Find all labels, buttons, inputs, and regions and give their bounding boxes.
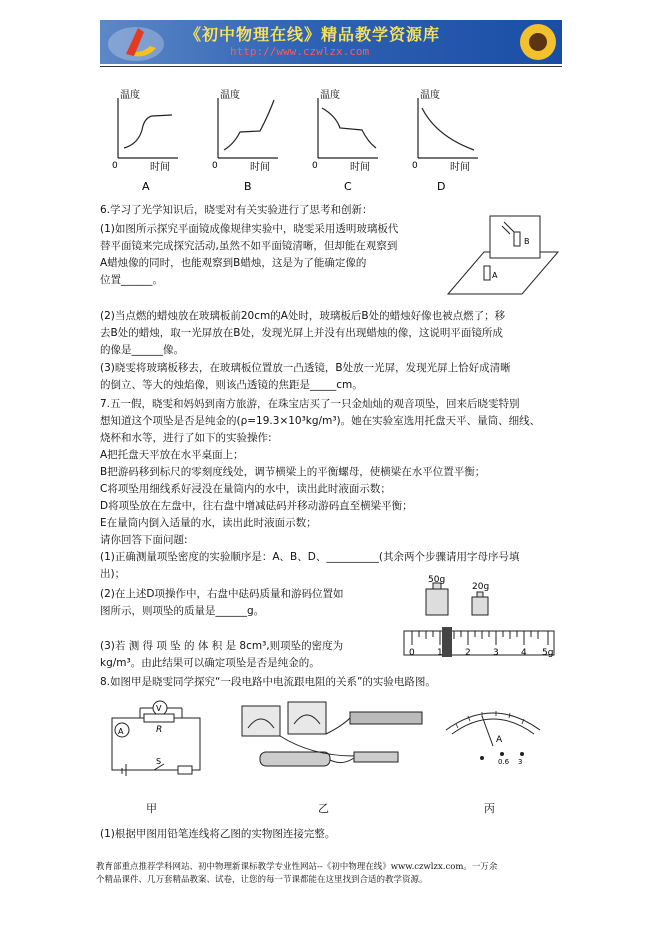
- apparatus-figure: [232, 696, 432, 784]
- rider-slider: [442, 627, 452, 657]
- ruler-label-1: 1: [437, 648, 443, 658]
- q6-p1-line2: 替平面镜来完成探究活动,虽然不如平面镜清晰，但却能在观察到: [100, 240, 398, 252]
- graph-label-b: B: [244, 180, 252, 193]
- mirror-experiment-figure: [444, 212, 562, 298]
- weight-20g-label: 20g: [472, 582, 490, 592]
- graph-c-xlabel: 时间: [350, 162, 370, 173]
- voltmeter-label: V: [156, 704, 162, 713]
- graph-d-ylabel: 温度: [420, 90, 440, 101]
- ruler-label-5g: 5g: [542, 648, 554, 658]
- q7-step-e: E在量筒内倒入适量的水，读出此时液面示数；: [100, 517, 317, 529]
- q7-q2-line2: 图所示，则项坠的质量是______g。: [100, 605, 265, 617]
- ammeter-dial-figure: [438, 700, 548, 784]
- q7-prompt: 请你回答下面问题:: [100, 534, 188, 546]
- q7-q1-line2: 出)；: [100, 568, 126, 580]
- temperature-graphs: [100, 86, 480, 196]
- footer-line1: 教育部重点推荐学科网站、初中物理新课标教学专业性网站--《初中物理在线》www.czwlzx.com。一万余: [96, 862, 498, 872]
- q6-title: 6.学习了光学知识后，晓雯对有关实验进行了思考和创新：: [100, 204, 373, 216]
- ruler-label-2: 2: [465, 648, 471, 658]
- graph-b-origin: 0: [212, 161, 218, 171]
- graph-c-ylabel: 温度: [320, 90, 340, 101]
- meter-range-large: 3: [518, 758, 523, 766]
- figure-label-yi: 乙: [318, 802, 329, 815]
- q7-step-d: D将项坠放在左盘中，往右盘中增减砝码并移动游码直至横梁平衡；: [100, 500, 413, 512]
- footer-line2: 个精品课件、几万套精品教案、试卷，让您的每一节课都能在这里找到合适的教学资源。: [96, 875, 428, 885]
- q7-q3-line1: (3)若 测 得 项 坠 的 体 积 是 8cm³,则项坠的密度为: [100, 640, 344, 652]
- graph-b-ylabel: 温度: [220, 90, 240, 101]
- figure-label-a: A: [492, 271, 498, 280]
- q6-p1-line4: 位置______。: [100, 274, 163, 286]
- figure-label-b: B: [524, 237, 530, 246]
- graph-d-xlabel: 时间: [450, 162, 470, 173]
- q6-p3-line2: 的倒立、等大的烛焰像，则该凸透镜的焦距是_____cm。: [100, 379, 363, 391]
- q7-q3-line2: kg/m³。由此结果可以确定项坠是否是纯金的。: [100, 657, 320, 669]
- q7-step-c: C将项坠用细线系好浸没在量筒内的水中，读出此时液面示数；: [100, 483, 391, 495]
- banner-url[interactable]: http://www.czwlzx.com: [230, 45, 370, 58]
- graph-b-xlabel: 时间: [250, 162, 270, 173]
- q8-title: 8.如图甲是晓雯同学探究“一段电路中电流跟电阻的关系”的实验电路图。: [100, 676, 436, 688]
- header-banner: [100, 20, 562, 64]
- weight-50g-label: 50g: [428, 575, 446, 585]
- resistor-label: R: [156, 725, 163, 735]
- header-rule: [100, 66, 562, 67]
- figure-label-jia: 甲: [146, 802, 157, 815]
- figure-label-bing: 丙: [484, 802, 495, 815]
- logo-icon: [104, 22, 170, 62]
- meter-range-small: 0.6: [498, 758, 510, 766]
- q6-p2-line1: (2)当点燃的蜡烛放在玻璃板前20cm的A处时，玻璃板后B处的蜡烛好像也被点燃了；移: [100, 310, 506, 322]
- balance-figure: [400, 573, 560, 673]
- q6-p1-line3: A蜡烛像的同时，也能观察到B蜡烛，这是为了能确定像的: [100, 257, 367, 269]
- graph-a-xlabel: 时间: [150, 162, 170, 173]
- graph-label-a: A: [142, 180, 150, 193]
- graph-label-c: C: [344, 180, 352, 193]
- q7-q1-line1: (1)正确测量项坠密度的实验顺序是：A、B、D、__________(其余两个步骤请用字母序号填: [100, 551, 520, 563]
- graph-label-d: D: [437, 180, 446, 193]
- q7-line2: 想知道这个项坠是否是纯金的(ρ=19.3×10³kg/m³)。她在实验室选用托盘天平、量筒、细线、: [100, 415, 541, 427]
- q7-step-a: A把托盘天平放在水平桌面上；: [100, 449, 244, 461]
- graph-a-ylabel: 温度: [120, 90, 140, 101]
- sunflower-icon: [510, 20, 562, 64]
- q7-line1: 7.五一假，晓雯和妈妈到南方旅游，在珠宝店买了一只金灿灿的观音项坠，回来后晓雯特别: [100, 398, 520, 410]
- meter-unit-label: A: [496, 735, 503, 745]
- switch-label: S: [156, 757, 162, 766]
- q8-task: (1)根据甲图用铅笔连线将乙图的实物图连接完整。: [100, 828, 336, 840]
- graph-c-origin: 0: [312, 161, 318, 171]
- q7-step-b: B把游码移到标尺的零刻度线处，调节横梁上的平衡螺母，使横梁在水平位置平衡；: [100, 466, 486, 478]
- q7-line3: 烧杯和水等，进行了如下的实验操作:: [100, 432, 272, 444]
- ammeter-label: A: [118, 727, 124, 736]
- q7-q2-line1: (2)在上述D项操作中，右盘中砝码质量和游码位置如: [100, 588, 344, 600]
- circuit-diagram: [100, 696, 220, 784]
- q6-p1-line1: (1)如图所示探究平面镜成像规律实验中，晓雯采用透明玻璃板代: [100, 223, 399, 235]
- graph-d-origin: 0: [412, 161, 418, 171]
- ruler-label-4: 4: [521, 648, 527, 658]
- banner-title: 《初中物理在线》精品教学资源库: [185, 25, 441, 44]
- q6-p2-line3: 的像是______像。: [100, 344, 184, 356]
- ruler-label-0: 0: [409, 648, 415, 658]
- ruler-label-3: 3: [493, 648, 499, 658]
- q6-p3-line1: (3)晓雯将玻璃板移去，在玻璃板位置放一凸透镜，B处放一光屏，发现光屏上恰好成清晰: [100, 362, 511, 374]
- graph-a-origin: 0: [112, 161, 118, 171]
- q6-p2-line2: 去B处的蜡烛，取一光屏放在B处，发现光屏上并没有出现蜡烛的像，这说明平面镜所成: [100, 327, 503, 339]
